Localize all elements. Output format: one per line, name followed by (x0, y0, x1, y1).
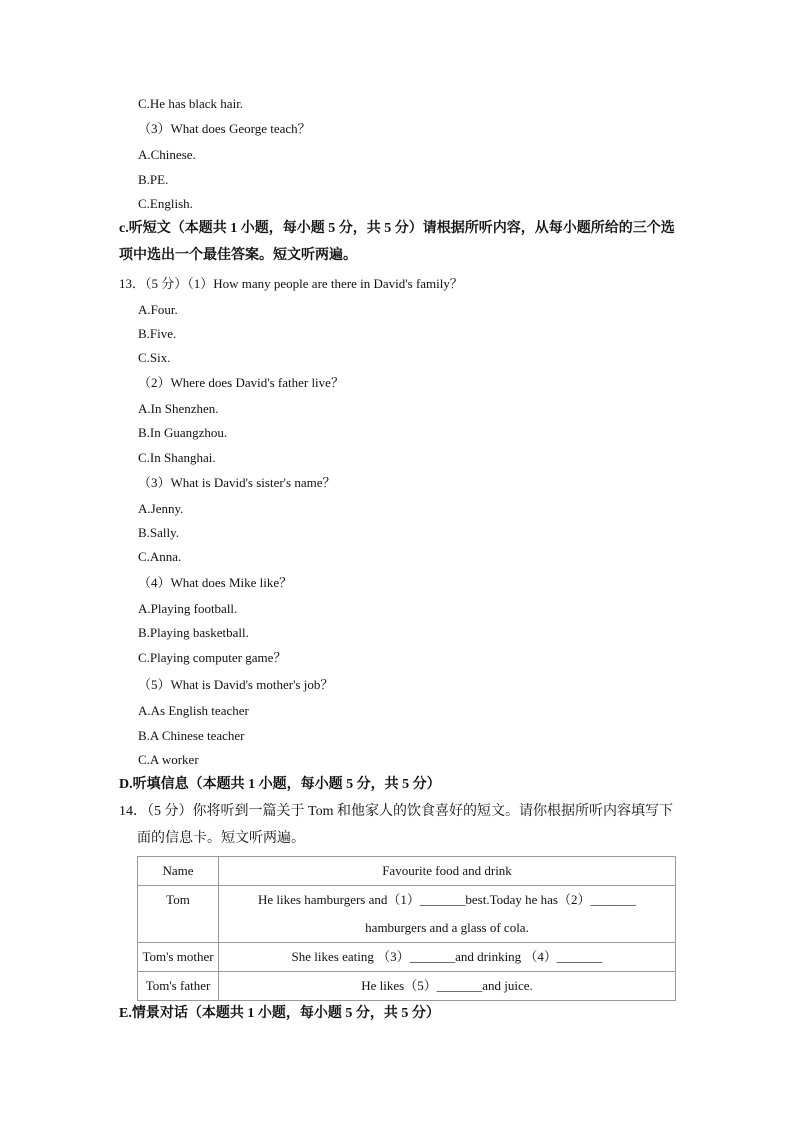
q13-sub5-option-b: B.A Chinese teacher (138, 728, 245, 743)
q13-sub2-option-a: A.In Shenzhen. (138, 401, 219, 416)
info-card-table (137, 856, 676, 1001)
q12-option-c: C.He has black hair. (138, 96, 244, 111)
q13-sub4-option-b: B.Playing basketball. (138, 625, 249, 640)
q13-sub3-option-b: B.Sally. (138, 525, 180, 540)
q13-sub5-option-a: A.As English teacher (138, 703, 249, 718)
q13-sub2-option-b: B.In Guangzhou. (138, 425, 228, 440)
q12-subquestion-3: （3）What does George teach？ (138, 121, 311, 136)
table-row (138, 943, 676, 972)
q13-stem: 13．（5 分）（1）How many people are there in David's family？ (119, 276, 463, 291)
table-row (138, 972, 676, 1001)
q13-sub3-option-c: C.Anna. (138, 549, 182, 564)
section-c-instructions-line1: c.听短文（本题共 1 小题，每小题 5 分，共 5 分）请根据所听内容，从每小题所给的三个选 (119, 221, 675, 236)
q12-sub3-option-a: A.Chinese. (138, 147, 196, 162)
row-name-father: Tom's father (138, 972, 219, 1001)
q13-sub3-option-a: A.Jenny. (138, 501, 184, 516)
q13-sub4-option-a: A.Playing football. (138, 601, 238, 616)
header-favourite: Favourite food and drink (219, 857, 676, 886)
row-tom-line1: He likes hamburgers and（1）_______best.Today he has（2）_______ (258, 892, 636, 907)
row-name-mother: Tom's mother (138, 943, 219, 972)
q13-sub1-option-c: C.Six. (138, 350, 171, 365)
q13-subquestion-4: （4）What does Mike like？ (138, 575, 293, 590)
q13-subquestion-5: （5）What is David's mother's job？ (138, 677, 334, 692)
row-content-father: He likes（5）_______and juice. (219, 972, 676, 1001)
header-name: Name (138, 857, 219, 886)
row-content-tom (219, 886, 676, 943)
q13-sub4-option-c: C.Playing computer game？ (138, 650, 287, 665)
row-content-mother: She likes eating （3）_______and drinking （4）_______ (219, 943, 676, 972)
q14-stem-line2: 面的信息卡。短文听两遍。 (137, 831, 305, 846)
q13-sub5-option-c: C.A worker (138, 752, 199, 767)
row-name-tom: Tom (138, 886, 219, 943)
table-row (138, 886, 676, 943)
row-tom-line2: hamburgers and a glass of cola. (365, 920, 529, 935)
table-header-row (138, 857, 676, 886)
q13-sub2-option-c: C.In Shanghai. (138, 450, 216, 465)
q14-stem-line1: 14．（5 分）你将听到一篇关于 Tom 和他家人的饮食喜好的短文。请你根据所听内容填写下 (119, 804, 673, 819)
q13-subquestion-2: （2）Where does David's father live？ (138, 375, 344, 390)
q13-subquestion-3: （3）What is David's sister's name？ (138, 475, 336, 490)
q13-sub1-option-b: B.Five. (138, 326, 177, 341)
section-d-title: D.听填信息（本题共 1 小题，每小题 5 分，共 5 分） (119, 777, 441, 792)
q12-sub3-option-c: C.English. (138, 196, 193, 211)
q13-sub1-option-a: A.Four. (138, 302, 178, 317)
section-c-instructions-line2: 项中选出一个最佳答案。短文听两遍。 (119, 248, 357, 263)
q12-sub3-option-b: B.PE. (138, 172, 169, 187)
section-e-title: E.情景对话（本题共 1 小题，每小题 5 分，共 5 分） (119, 1006, 440, 1021)
